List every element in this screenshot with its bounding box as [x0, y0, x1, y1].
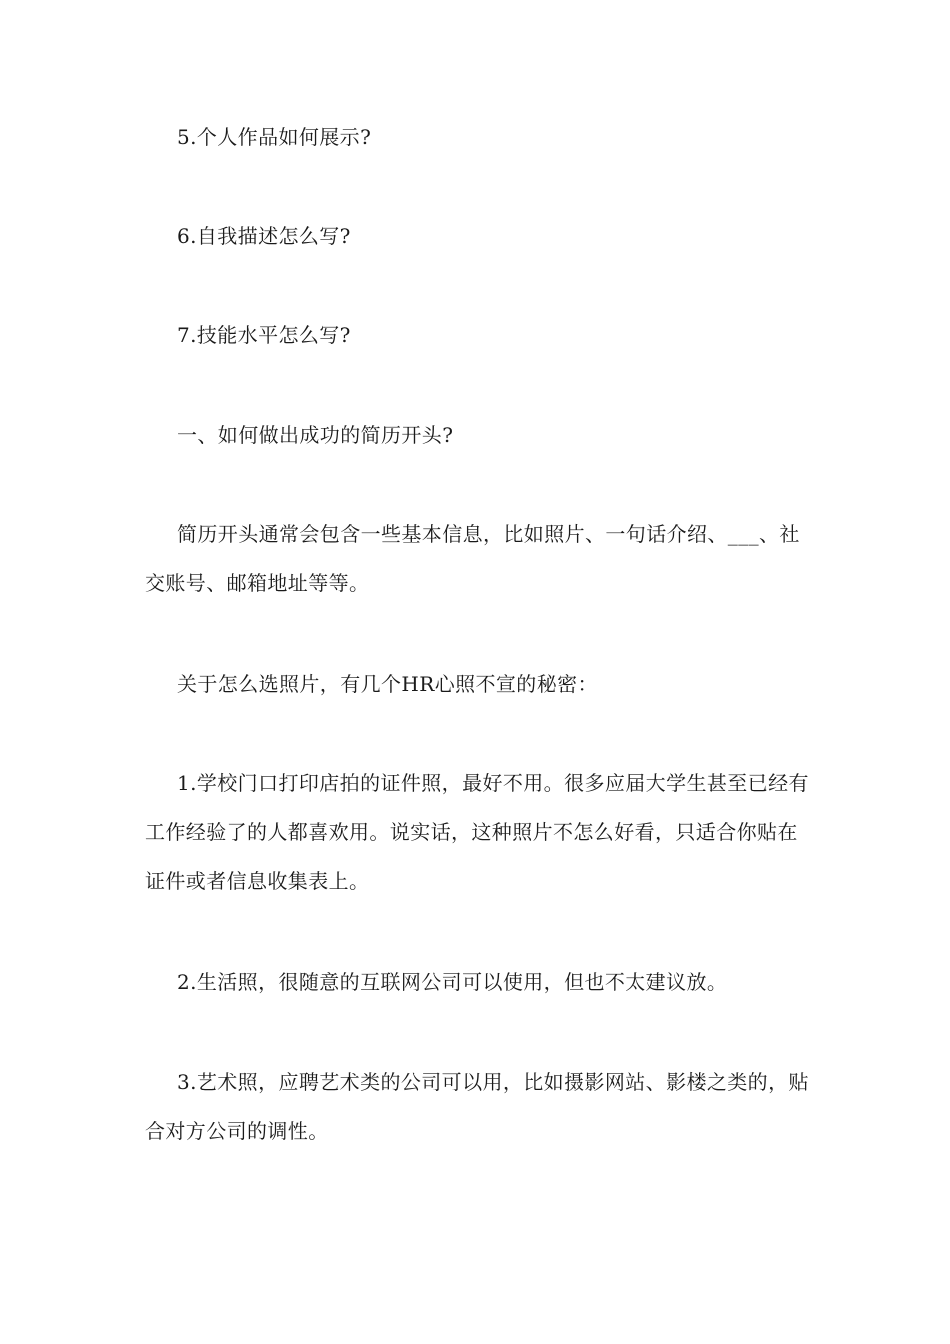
section-heading-1: 一、如何做出成功的简历开头? [177, 423, 454, 447]
paragraph-life-photo: 2.生活照，很随意的互联网公司可以使用，但也不太建议放。 [177, 970, 728, 994]
paragraph-question-5: 5.个人作品如何展示? [177, 125, 372, 149]
paragraph-question-6: 6.自我描述怎么写? [177, 224, 351, 248]
paragraph-id-photo: 1.学校门口打印店拍的证件照，最好不用。很多应届大学生甚至已经有工作经验了的人都喜欢用。说实话，这种照片不怎么好看，只适合你贴在证件或者信息收集表上。 [145, 771, 809, 893]
paragraph-question-7: 7.技能水平怎么写? [177, 323, 351, 347]
paragraph-resume-header-info: 简历开头通常会包含一些基本信息，比如照片、一句话介绍、___、社交账号、邮箱地址等等。 [145, 522, 800, 595]
paragraph-art-photo: 3.艺术照，应聘艺术类的公司可以用，比如摄影网站、影楼之类的，贴合对方公司的调性。 [145, 1070, 809, 1143]
paragraph-photo-intro: 关于怎么选照片，有几个HR心照不宣的秘密： [177, 672, 598, 696]
